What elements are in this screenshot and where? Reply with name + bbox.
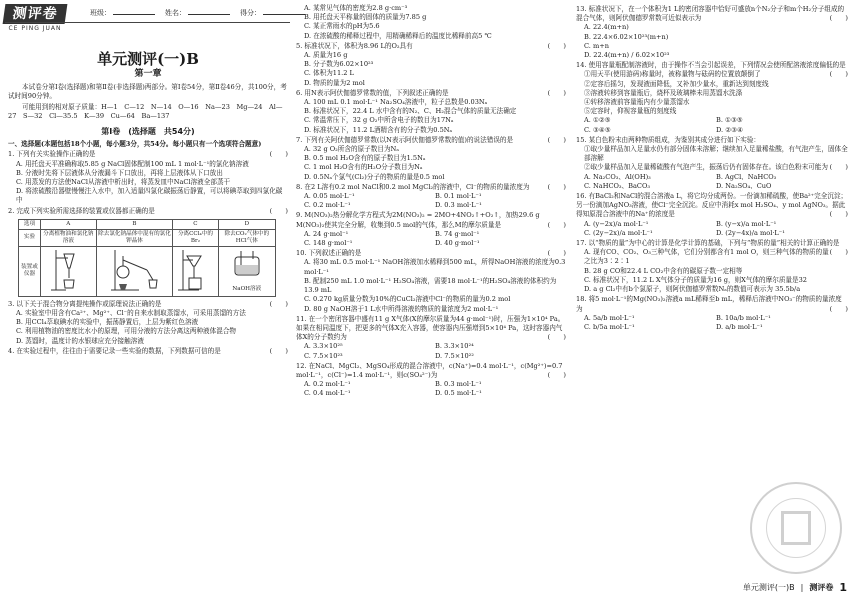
option: C. 某正常雨水的pH为5.6 (304, 22, 380, 31)
option: D. 将浓硫酸沿器壁慢慢注入水中，加入适量四氯化碳振荡后静置，可以将碘萃取到四氯化碳中 (16, 187, 283, 205)
question-8: 8. 在2 L溶有0.2 mol NaCl和0.2 mol MgCl₂的溶液中，Cl⁻的物质的量浓度为 ( ) A. 0.05 mol·L⁻¹ B. 0.1 mol·L⁻¹ C. 0.2 mol·L⁻¹ D. 0.3 mol·L⁻¹ (296, 182, 566, 210)
apparatus-table: 选项 A B C D 实验 分离植物油和氯化钠溶液 除去氯化钠晶体中混有的氯化钾晶体 分离CCl₄中的Br₂ 除去CO₂气体中的HCl气体 装置或仪器 NaOH溶液 (18, 219, 276, 297)
funnel-filtration-diagram (173, 246, 218, 296)
footer-separator: | (800, 583, 804, 592)
question-4: 4. 在实验过程中，往往由于需要记录一些实验的数据，下列数据可信的是 ( ) (8, 346, 288, 355)
question-7: 7. 下列有关阿伏伽德罗常数(以N表示阿伏伽德罗常数的值)的说法错误的是 ( ) A. 32 g O₂所含的原子数目为Nₐ B. 0.5 mol H₂O含有的原子数目为1.5Nₐ C. 1 mol H₂O含有的H₂O分子数目为Nₐ D. 0.5Nₐ个氯气(Cl₂)分子的物质的量是0.5 mol (296, 135, 566, 181)
question-6: 6. 用N表示阿伏伽德罗常数的值，下列叙述正确的是 ( ) A. 100 mL 0.1 mol·L⁻¹ Na₂SO₄溶液中，粒子总数是0.03Nₐ B. 标准状况下，22.4 L 水中含有的N₂、C、H₂混合气体的质量无法确定 C. 常温常压下，32 g O₂中所含电子的数目为17Nₐ D. 标准状况下，11.2 L酒精含有的分子数为0.5Nₐ (296, 88, 566, 134)
distillation-diagram (96, 246, 173, 296)
student-info-fields (90, 8, 305, 18)
page-number: 1 (839, 581, 847, 594)
class-field: 班级： (90, 8, 155, 18)
question-16: 16. 有BaCl₂和NaCl的混合溶液a L，将它均分成两份。一份滴加稀硫酸，使Ba²⁺完全沉淀；另一份滴加AgNO₃溶液，使Cl⁻完全沉淀。反应中消耗x mol H₂SO₄、y mol AgNO₃。据此得知原混合溶液中的Na⁺的浓度是 ( ) A. (y−2x)/a mol·L⁻¹ B. (y−x)/a mol·L⁻¹ C. (2y−2x)/a mol·L⁻¹ D. (2y−4x)/a mol·L⁻¹ (576, 192, 848, 237)
option: D. 在浓硫酸的稀释过程中，用精确稀释后的温度比稀释前高5 ℃ (304, 31, 492, 40)
question-15: 15. 某白色粉末由两种物质组成，为鉴别其成分进行如下实验： ①取少量样品加入足量水仍有部分固体未溶解；继续加入足量稀盐酸，有气泡产生，固体全部溶解 ②取少量样品加入足量稀硫酸有气泡产生，振荡后仍有固体存在。该白色粉末可能为 ( ) A. Na₂CO₃、Al(OH)₃ B. AgCl、NaHCO₃ C. NaHCO₃、BaCO₃ D. Na₂SO₄、CuO (576, 135, 848, 190)
option: A. 实验室中用含有Ca²⁺、Mg²⁺、Cl⁻的自来水制取蒸馏水，可采用蒸馏的方法 (16, 309, 246, 318)
page-footer (743, 581, 847, 594)
separatory-funnel-diagram (40, 246, 96, 296)
option: A. 某常见气体的密度为2.8 g·cm⁻³ (304, 4, 408, 12)
question-14: 14. 使用容量瓶配制溶液时，由于操作不当会引起误差，下列情况会使所配溶液浓度偏低的是 ( ) ①用天平(使用游码)称量时，被称量物与砝码的位置放颠倒了 ②定容后摇匀，发现液面降低，又补加少量水，重新达到刻度线 ③溶液转移到容量瓶后，烧杯及玻璃棒未用蒸馏水洗涤 ④转移溶液前容量瓶内有少量蒸馏水 ⑤定容时，仰视容量瓶的刻度线 A. ①②⑤ B. ①③⑤ C. ③④⑤ D. ②③④ (576, 61, 848, 134)
question-13: 13. 标准状况下，在一个体积为1 L的密闭容器中恰好可盛放n个N₂分子和m个H₂分子组成的混合气体，则阿伏伽德罗常数可近似表示为 ( ) A. 22.4(m+n) B. 22.4×6.02×10²³(m+n) C. m+n D. 22.4(m+n) / 6.02×10²³ (576, 5, 848, 60)
chapter-title: 第一章 (134, 69, 162, 79)
brand-logo (4, 4, 66, 36)
footer-type: 测评卷 (809, 583, 834, 592)
question-10: 10. 下列叙述正确的是 ( ) A. 将30 mL 0.5 mol·L⁻¹ NaOH溶液加水稀释到500 mL，所得NaOH溶液的浓度为0.3 mol·L⁻¹ B. 配制250 mL 1.0 mol·L⁻¹ H₂SO₄溶液，需要18 mol·L⁻¹的H₂SO₄溶液的体积约为13.9 mL C. 0.270 kg质量分数为10%的CuCl₂溶液中Cl⁻的物质的量为0.2 mol D. 80 g NaOH溶于1 L水中所得溶液的物质的量浓度为2 mol·L⁻¹ (296, 249, 566, 313)
option: C. 用蒸发的方法使NaCl从溶液中析出时，将蒸发皿中NaCl溶液全部蒸干 (16, 178, 231, 187)
column-2 (296, 4, 566, 399)
intro-paragraph: 本试卷分第Ⅰ卷(选择题)和第Ⅱ卷(非选择题)两部分。第Ⅰ卷54分，第Ⅱ卷46分，共100分，考试时间90分钟。 (8, 83, 287, 101)
page-title: 单元测评(一)B (97, 50, 199, 68)
question-2: 2. 完成下列实验所需选择的装置或仪器都正确的是 ( ) 选项 A B C D 实验 分离植物油和氯化钠溶液 除去氯化钠晶体中混有的氯化钾晶体 分离CCl₄中的Br₂ 除去CO₂气体中的HCl气体 装置或仪器 NaOH溶液 (8, 207, 288, 297)
column-1 (8, 50, 288, 356)
question-9: 9. M(NO₃)₂热分解化学方程式为2M(NO₃)₂ = 2MO+4NO₂↑+O₂↑，加热29.6 g M(NO₃)₂使其完全分解，收集到0.5 mol的气体，那么M的摩尔质量是 ( ) A. 24 g·mol⁻¹ B. 74 g·mol⁻¹ C. 148 g·mol⁻¹ D. 40 g·mol⁻¹ (296, 211, 566, 248)
option: A. 用托盘天平准确称取5.85 g NaCl固体配制100 mL 1 mol·L⁻¹的氯化钠溶液 (16, 159, 249, 168)
option: B. 用CCl₄萃取碘水的实验中，振荡静置后，上层为紫红色溶液 (16, 318, 199, 327)
logo-subtitle: CE PING JUAN (8, 25, 62, 32)
question-11: 11. 在一个密闭容器中盛有11 g X气体(X的摩尔质量为44 g·mol⁻¹)时，压强为1×10⁴ Pa。如果在相同温度下，把更多的气体X充入容器，使容器内压强增到5×10⁴ Pa，这时容器内气体X的分子数约为 ( ) A. 3.3×10²⁵ B. 3.3×10²⁴ C. 7.5×10²³ D. 7.5×10²² (296, 314, 566, 360)
gas-washing-bottle-diagram: NaOH溶液 (218, 246, 275, 296)
option: D. 蒸馏时，温度计的水银球应充分接触溶液 (16, 336, 144, 345)
footer-label: 单元测评(一)B (742, 583, 795, 592)
question-18: 18. 将5 mol·L⁻¹的Mg(NO₃)₂溶液a mL稀释至b mL，稀释后溶液中NO₃⁻的物质的量浓度为 ( ) A. 5a/b mol·L⁻¹ B. 10a/b mol·L⁻¹ C. b/5a mol·L⁻¹ D. a/b mol·L⁻¹ (576, 295, 848, 331)
name-field: 姓名： (165, 8, 230, 18)
question-1: 1. 下列有关实验操作正确的是 ( ) A. 用托盘天平准确称取5.85 g NaCl固体配制100 mL 1 mol·L⁻¹的氯化钠溶液 B. 分液时先将下层液体从分液漏斗下口放出，再将上层液体从下口放出 C. 用蒸发的方法使NaCl从溶液中析出时，将蒸发皿中NaCl溶液全部蒸干 D. 将浓硫酸沿器壁慢慢注入水中，加入适量四氯化碳振荡后静置，可以将碘萃取到四氯化碳中 (8, 150, 288, 205)
section-title: 第Ⅰ卷 (选择题 共54分) (101, 127, 195, 137)
option: B. 分液时先将下层液体从分液漏斗下口放出，再将上层液体从下口放出 (16, 168, 223, 177)
atomic-mass-note: 可能用到的相对原子质量：H—1 C—12 N—14 O—16 Na—23 Mg—24 Al—27 S—32 Cl—35.5 K—39 Cu—64 Ba—137 (8, 102, 283, 120)
watermark-seal (750, 482, 842, 574)
score-field: 得分： (240, 8, 305, 18)
question-17: 17. 以“物质的量”为中心的计算是化学计算的基础，下列与“物质的量”相关的计算正确的是 ( ) A. 现有CO、CO₂、O₃三种气体，它们分别都含有1 mol O，则三种气体的物质的量之比为3∶2∶1 B. 28 g CO和22.4 L CO₂中含有的碳原子数一定相等 C. 标准状况下，11.2 L X气体分子的质量为16 g，则X气体的摩尔质量是32 D. a g Cl₂中有b个氯原子，则阿伏伽德罗常数Nₐ的数值可表示为 35.5b/a (576, 239, 848, 294)
question-5: 5. 标准状况下，体积为8.96 L的O₂具有 ( ) A. 质量为16 g B. 分子数为6.02×10²³ C. 体积为11.2 L D. 物质的量为2 mol (296, 41, 566, 87)
header-rule (5, 22, 290, 23)
option: C. 利用植物油的密度比水小的原理，可用分液的方法分离这两种液体混合物 (16, 327, 237, 336)
section-note: 一、选择题(本题包括18个小题，每小题3分，共54分。每小题只有一个选项符合题意) (8, 140, 262, 149)
logo-text: 测评卷 (3, 4, 68, 24)
question-3: 3. 以下关于混合物分离提纯操作或原理说法正确的是 ( ) A. 实验室中用含有Ca²⁺、Mg²⁺、Cl⁻的自来水制取蒸馏水，可采用蒸馏的方法 B. 用CCl₄萃取碘水的实验中，振荡静置后，上层为紫红色溶液 C. 利用植物油的密度比水小的原理，可用分液的方法分离这两种液体混合物 D. 蒸馏时，温度计的水银球应充分接触溶液 (8, 299, 288, 345)
option: B. 用托盘天平称量的固体的质量为7.85 g (304, 13, 427, 22)
column-3 (576, 4, 848, 332)
question-12: 12. 在NaCl、MgCl₂、MgSO₄形成的混合溶液中，c(Na⁺)=0.4 mol·L⁻¹，c(Mg²⁺)=0.7 mol·L⁻¹，c(Cl⁻)=1.4 mol·L⁻¹，则c(SO₄²⁻)为 ( ) A. 0.2 mol·L⁻¹ B. 0.3 mol·L⁻¹ C. 0.4 mol·L⁻¹ D. 0.5 mol·L⁻¹ (296, 361, 566, 398)
